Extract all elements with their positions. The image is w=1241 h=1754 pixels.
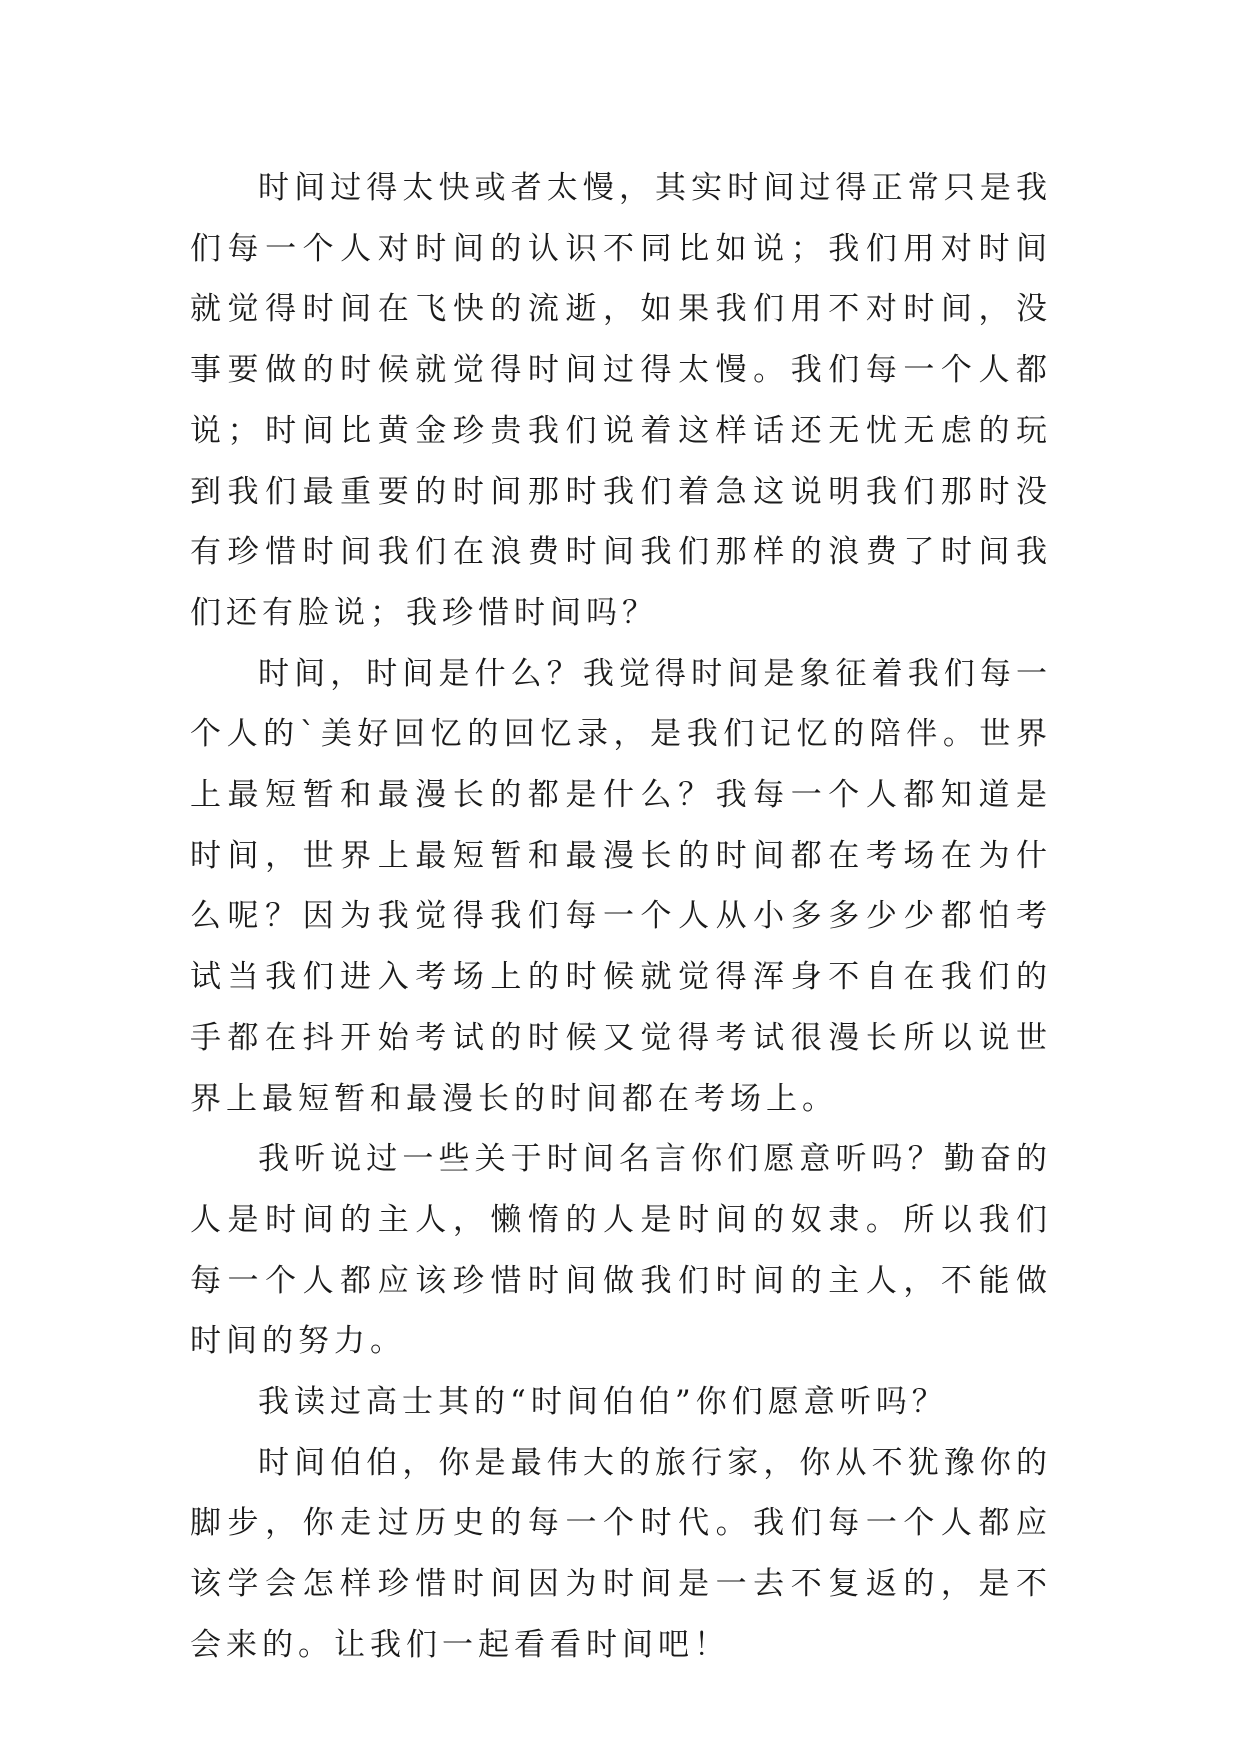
paragraph-1: 时间过得太快或者太慢，其实时间过得正常只是我们每一个人对时间的认识不同比如说；我们用对时间就觉得时间在飞快的流逝，如果我们用不对时间，没事要做的时候就觉得时间过得太慢。我们每一个人都说；时间比黄金珍贵我们说着这样话还无忧无虑的玩到我们最重要的时间那时我们着急这说明我们那时没有珍惜时间我们在浪费时间我们那样的浪费了时间我们还有脸说；我珍惜时间吗？ <box>190 170 1052 631</box>
paragraph-4: 我读过高士其的“时间伯伯”你们愿意听吗？ <box>258 1384 948 1421</box>
paragraph-5: 时间伯伯，你是最伟大的旅行家，你从不犹豫你的脚步，你走过历史的每一个时代。我们每一个人都应该学会怎样珍惜时间因为时间是一去不复返的，是不会来的。让我们一起看看时间吧！ <box>190 1444 1052 1663</box>
document-body <box>190 158 1052 1676</box>
paragraph-2: 时间，时间是什么？我觉得时间是象征着我们每一个人的`美好回忆的回忆录，是我们记忆的陪伴。世界上最短暂和最漫长的都是什么？我每一个人都知道是时间，世界上最短暂和最漫长的时间都在考场在为什么呢？因为我觉得我们每一个人从小多多少少都怕考试当我们进入考场上的时候就觉得浑身不自在我们的手都在抖开始考试的时候又觉得考试很漫长所以说世界上最短暂和最漫长的时间都在考场上。 <box>190 655 1052 1117</box>
paragraph-3: 我听说过一些关于时间名言你们愿意听吗？勤奋的人是时间的主人，懒惰的人是时间的奴隶。所以我们每一个人都应该珍惜时间做我们时间的主人，不能做时间的努力。 <box>190 1141 1052 1360</box>
